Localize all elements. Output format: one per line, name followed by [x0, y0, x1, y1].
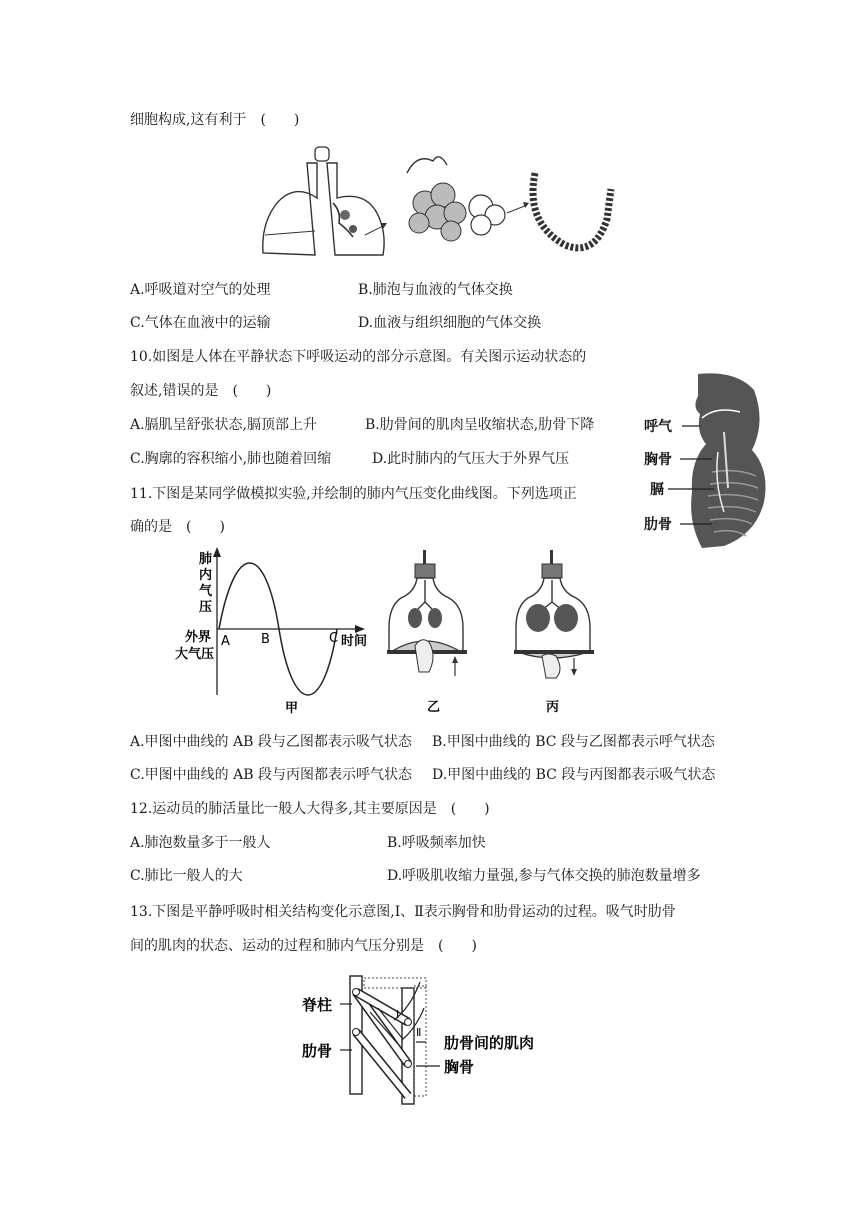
q9-respiratory-figure: [255, 143, 615, 267]
q11-option-d[interactable]: D.甲图中曲线的 BC 段与丙图都表示吸气状态: [432, 767, 716, 783]
q13-label-muscle: 肋骨间的肌肉: [444, 1034, 535, 1052]
q11-ylabel-3: 气: [199, 584, 213, 599]
q11-xlabel: 时间: [341, 634, 368, 649]
q11-baseline-label-1: 外界: [185, 630, 212, 645]
q12-stem: 12.运动员的肺活量比一般人大得多,其主要原因是 ( ): [130, 801, 490, 817]
q11-caption-jia: 甲: [285, 701, 299, 716]
q12-option-d[interactable]: D.呼吸肌收缩力量强,参与气体交换的肺泡数量增多: [387, 868, 701, 884]
q10-option-d[interactable]: D.此时肺内的气压大于外界气压: [372, 451, 570, 467]
q11-point-c: C: [329, 631, 339, 646]
q11-ylabel-4: 压: [199, 600, 213, 615]
q13-label-roman2: Ⅱ: [416, 1026, 422, 1039]
q11-bell-jar-yi: [385, 548, 485, 720]
q11-stem-line2: 确的是 ( ): [130, 519, 225, 535]
q10-label-exhale: 呼气: [644, 419, 672, 435]
q11-bell-jar-bing: [512, 548, 612, 720]
q12-option-c[interactable]: C.肺比一般人的大: [130, 868, 243, 884]
q11-pressure-graph: [175, 545, 375, 721]
q13-rib-figure: [298, 968, 568, 1112]
q10-option-c[interactable]: C.胸廓的容积缩小,肺也随着回缩: [130, 451, 332, 467]
q11-point-a: A: [221, 634, 230, 649]
q10-stem-line2: 叙述,错误的是 ( ): [130, 383, 272, 399]
q11-baseline-label-2: 大气压: [175, 647, 215, 662]
q10-label-sternum: 胸骨: [644, 452, 672, 468]
q13-label-rib: 肋骨: [302, 1042, 333, 1060]
q9-option-a[interactable]: A.呼吸道对空气的处理: [130, 282, 271, 298]
q11-option-c[interactable]: C.甲图中曲线的 AB 段与丙图都表示呼气状态: [130, 767, 412, 783]
q13-label-sternum: 胸骨: [444, 1058, 475, 1076]
q11-stem-line1: 11.下图是某同学做模拟实验,并绘制的肺内气压变化曲线图。下列选项正: [130, 486, 577, 502]
q10-label-diaphragm: 膈: [650, 482, 664, 498]
q9-option-d[interactable]: D.血液与组织细胞的气体交换: [358, 315, 542, 331]
q9-option-c[interactable]: C.气体在血液中的运输: [130, 315, 271, 331]
q11-option-b[interactable]: B.甲图中曲线的 BC 段与乙图都表示呼气状态: [432, 734, 715, 750]
q13-stem-line1: 13.下图是平静呼吸时相关结构变化示意图,Ⅰ、Ⅱ表示胸骨和肋骨运动的过程。吸气时肋骨: [130, 904, 676, 920]
q10-option-b[interactable]: B.肋骨间的肌肉呈收缩状态,肋骨下降: [365, 417, 595, 433]
q10-option-a[interactable]: A.膈肌呈舒张状态,膈顶部上升: [130, 417, 318, 433]
q13-label-spine: 脊柱: [302, 996, 333, 1014]
q9-option-b[interactable]: B.肺泡与血液的气体交换: [358, 282, 513, 298]
q13-stem-line2: 间的肌肉的状态、运动的过程和肺内气压分别是 ( ): [130, 938, 477, 954]
q13-label-roman1: Ⅰ: [396, 1008, 400, 1021]
q12-option-a[interactable]: A.肺泡数量多于一般人: [130, 835, 271, 851]
q11-ylabel-1: 肺: [199, 552, 213, 567]
q11-ylabel-2: 内: [199, 568, 213, 583]
q9-stem: 细胞构成,这有利于 ( ): [130, 112, 300, 128]
q11-caption-yi: 乙: [427, 700, 441, 715]
q12-option-b[interactable]: B.呼吸频率加快: [387, 835, 486, 851]
q11-caption-bing: 丙: [546, 700, 560, 715]
q10-body-figure: [640, 372, 770, 556]
q11-point-b: B: [261, 632, 270, 647]
q11-option-a[interactable]: A.甲图中曲线的 AB 段与乙图都表示吸气状态: [130, 734, 412, 750]
q10-label-rib: 肋骨: [644, 517, 672, 533]
q10-stem-line1: 10.如图是人体在平静状态下呼吸运动的部分示意图。有关图示运动状态的: [130, 349, 587, 365]
